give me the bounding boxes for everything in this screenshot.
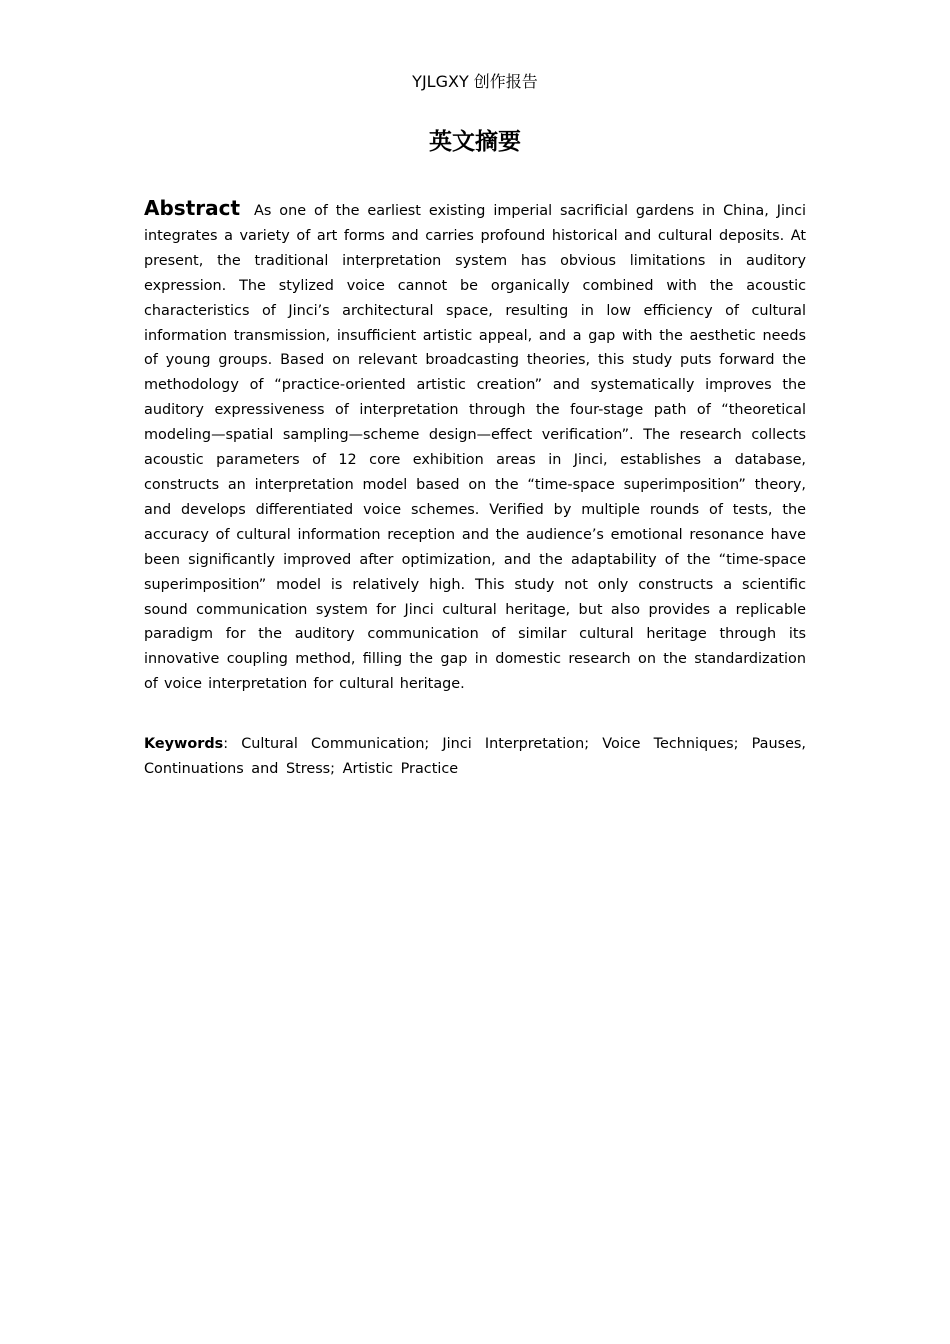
keywords-text: Cultural Communication; Jinci Interpretation; Voice Techniques; Pauses, Continuations and Stress; Artistic Practice [144, 736, 807, 777]
keywords-paragraph [144, 732, 806, 782]
abstract-label: Abstract [144, 196, 241, 220]
abstract-paragraph [144, 196, 806, 697]
abstract-text: As one of the earliest existing imperial sacrificial gardens in China, Jinci integrates a variety of art forms and carries profound historical and cultural deposits. At present, the traditional interpretation system has obvious limitations in auditory expression. The stylized voice cannot be organically combined with the acoustic characteristics of Jinci’s architectural space, resulting in low efficiency of cultural information transmission, insufficient artistic appeal, and a gap with the aesthetic needs of young groups. Based on relevant broadcasting theories, this study puts forward the methodology of “practice-oriented artistic creation” and systematically improves the auditory expressiveness of interpretation through the four-stage path of “theoretical modeling—spatial sampling—scheme design—effect verification”. The research collects acoustic parameters of 12 core exhibition areas in Jinci, establishes a database, constructs an interpretation model based on the “time-space superimposition” theory, and develops differentiated voice schemes. Verified by multiple rounds of tests, the accuracy of cultural information reception and the audience’s emotional resonance have been significantly improved after optimization, and the adaptability of the “time-space superimposition” model is relatively high. This study not only constructs a scientific sound communication system for Jinci cultural heritage, but also provides a replicable paradigm for the auditory communication of similar cultural heritage through its innovative coupling method, filling the gap in domestic research on the standardization of voice interpretation for cultural heritage. [144, 203, 807, 693]
keywords-label: Keywords [144, 736, 224, 752]
running-header: YJLGXY 创作报告 [412, 72, 538, 91]
keywords-separator: : [223, 736, 229, 752]
section-title: 英文摘要 [429, 129, 521, 155]
